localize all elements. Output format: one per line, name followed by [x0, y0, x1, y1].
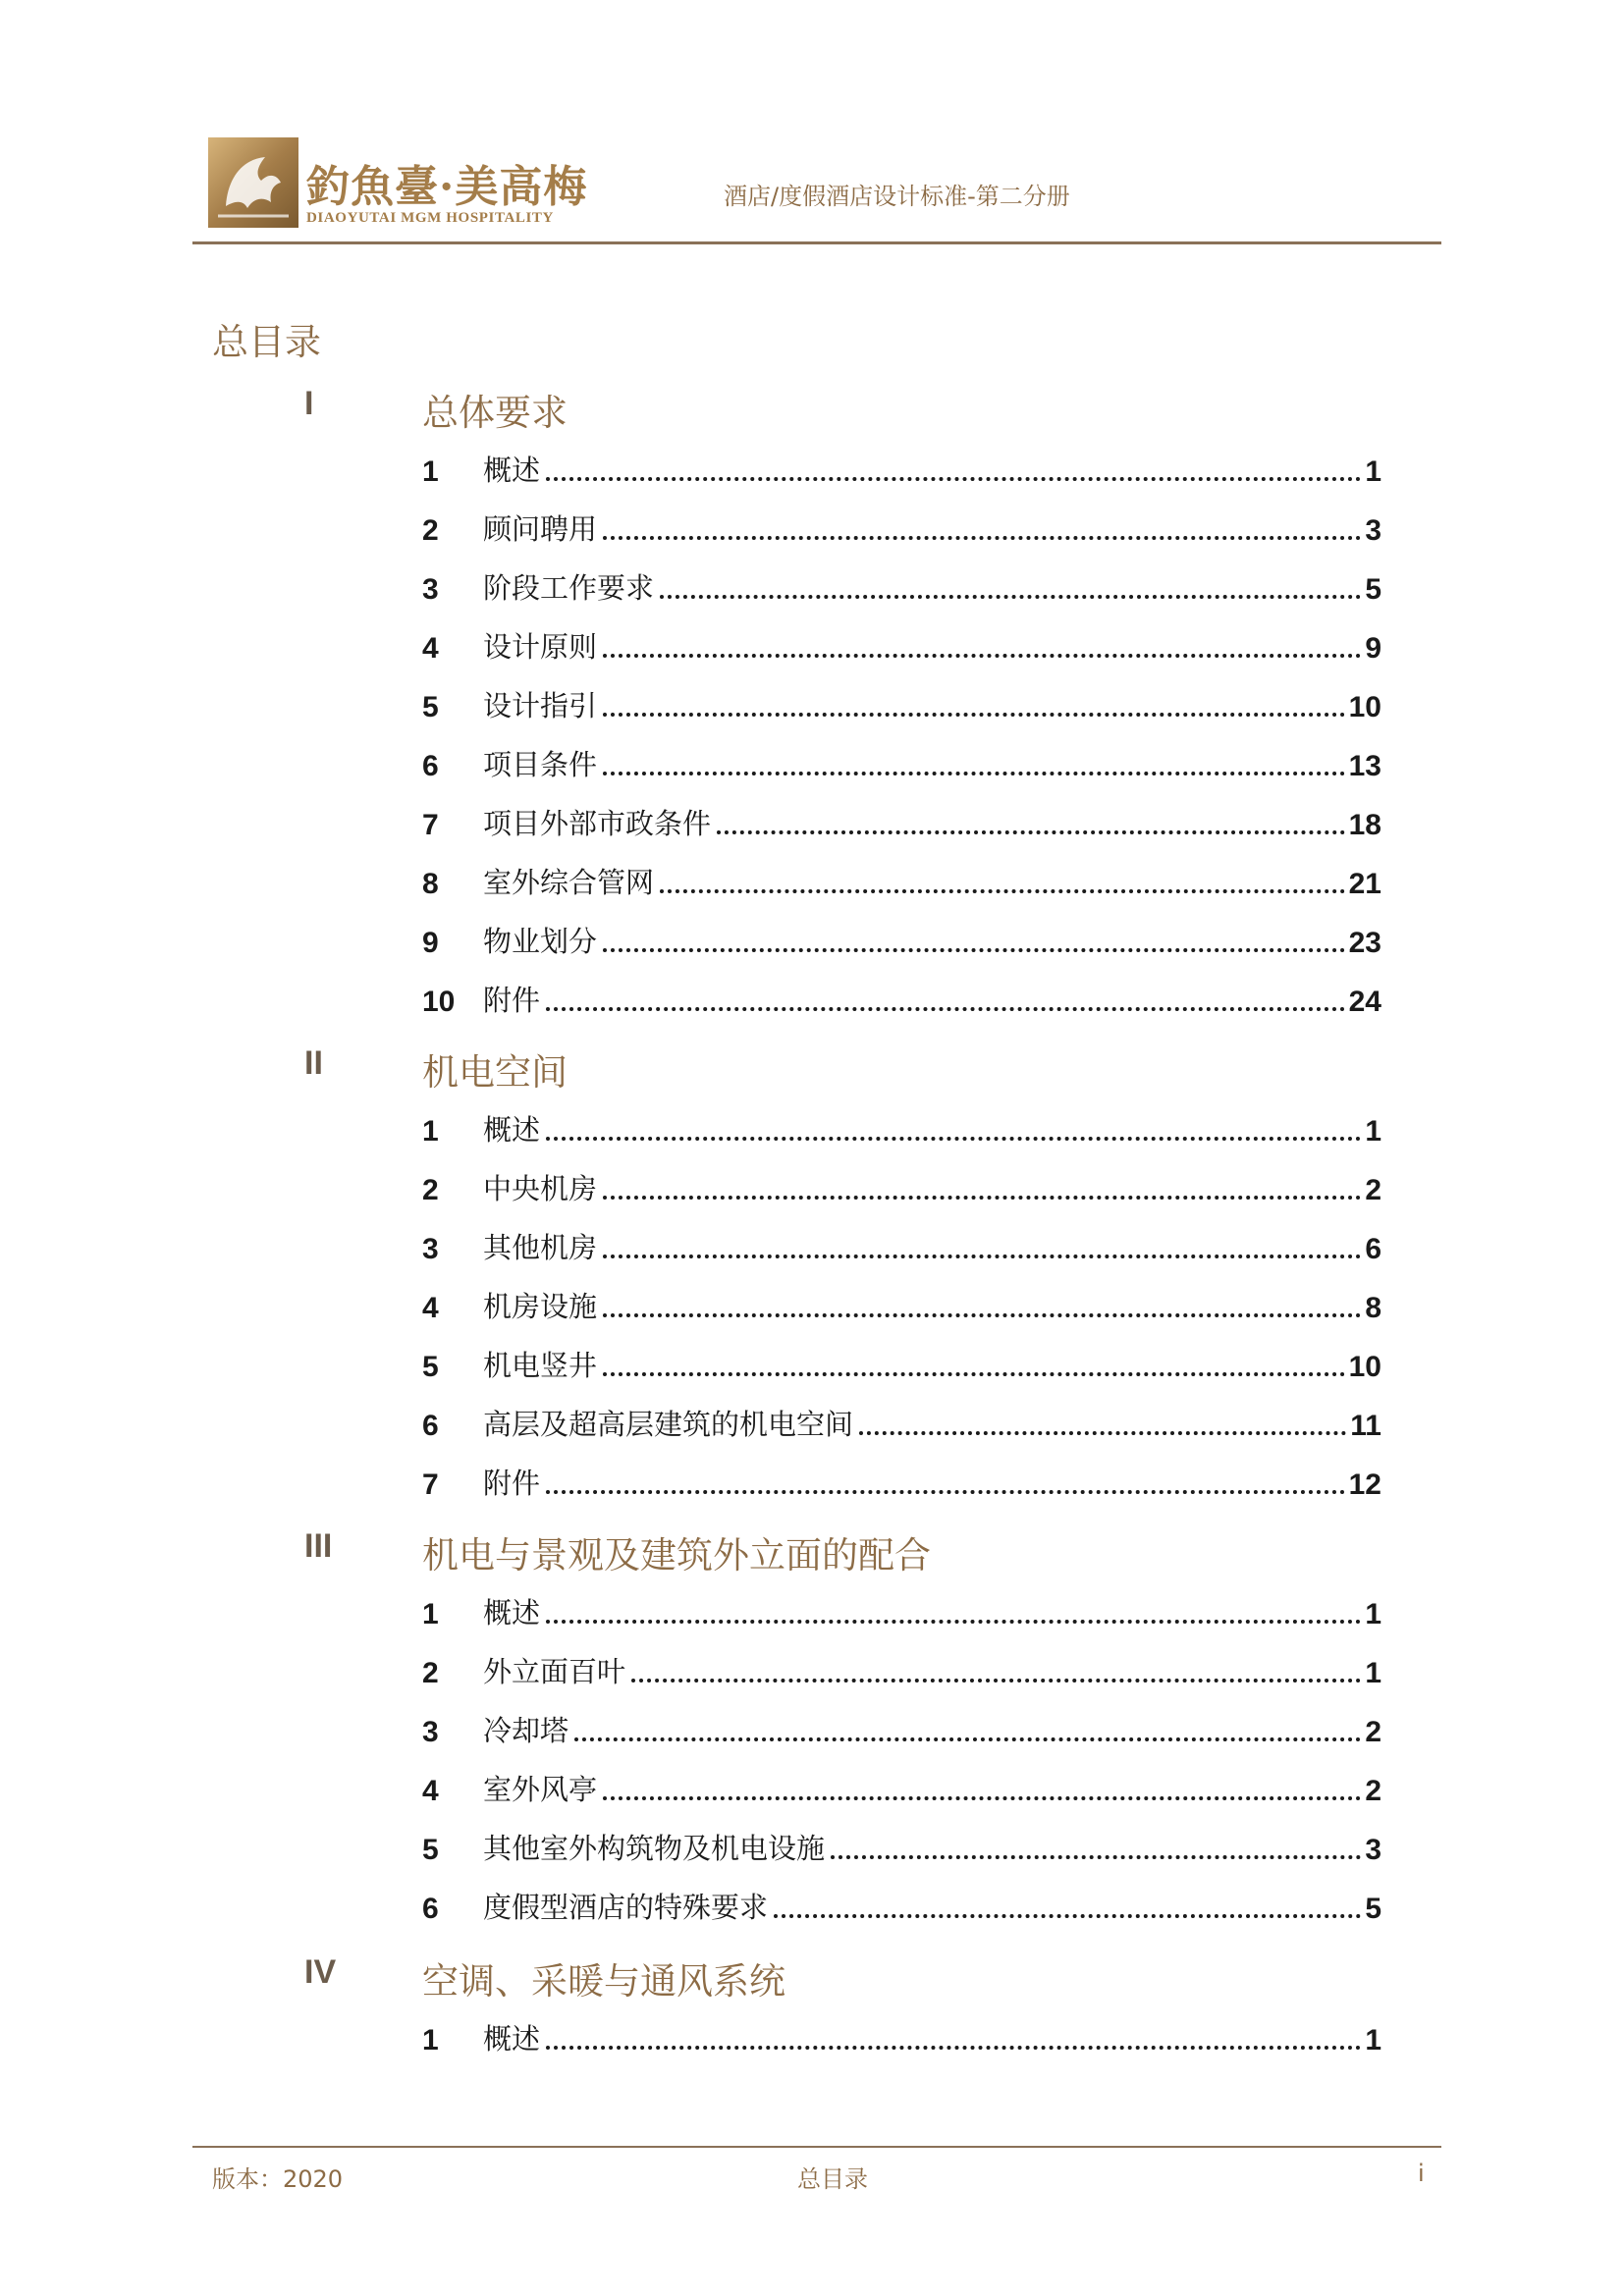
entry-number: 10: [422, 986, 456, 1018]
dot-leader: [603, 772, 1345, 775]
entry-number: 7: [422, 809, 439, 841]
part-number: I: [304, 385, 314, 422]
entry-title: 其他室外构筑物及机电设施: [483, 1832, 826, 1865]
entry-number: 6: [422, 1893, 439, 1925]
entry-title: 概述: [483, 454, 541, 487]
entry-title: 概述: [483, 1596, 541, 1629]
part-number: II: [304, 1044, 323, 1082]
dot-leader: [546, 2046, 1361, 2050]
entry-page: 13: [1348, 750, 1381, 782]
entry-page: 23: [1348, 927, 1381, 959]
entry-number: 2: [422, 514, 439, 547]
entry-number: 1: [422, 2024, 439, 2056]
toc-entry[interactable]: [422, 921, 1381, 960]
entry-title: 设计指引: [483, 689, 598, 722]
dot-leader: [660, 595, 1361, 599]
entry-page: 11: [1350, 1410, 1381, 1442]
header-rule: [192, 241, 1441, 244]
entry-number: 5: [422, 691, 439, 723]
part-title: 空调、采暖与通风系统: [422, 1960, 785, 2002]
entry-title: 度假型酒店的特殊要求: [483, 1891, 769, 1924]
dot-leader: [631, 1679, 1361, 1682]
entry-page: 5: [1365, 1893, 1381, 1925]
entry-number: 1: [422, 455, 439, 488]
part-number: IV: [304, 1953, 337, 1991]
entry-page: 1: [1365, 2024, 1381, 2056]
logo-chinese-name: 釣魚臺·美高梅: [306, 162, 588, 212]
dot-leader: [546, 477, 1361, 481]
footer-section: 总目录: [797, 2165, 868, 2193]
entry-title: 外立面百叶: [483, 1655, 626, 1688]
toc-entry[interactable]: [422, 1404, 1381, 1443]
document-title: 酒店/度假酒店设计标准-第二分册: [724, 183, 1070, 210]
toc-entry[interactable]: [422, 567, 1381, 607]
entry-title: 顾问聘用: [483, 512, 598, 546]
footer-rule: [192, 2146, 1441, 2148]
toc-entry[interactable]: [422, 1168, 1381, 1207]
entry-page: 5: [1365, 573, 1381, 606]
dot-leader: [603, 1255, 1361, 1258]
entry-page: 24: [1348, 986, 1381, 1018]
dot-leader: [603, 948, 1345, 952]
part-title: 机电空间: [422, 1051, 568, 1094]
entry-title: 设计原则: [483, 630, 598, 664]
dot-leader: [774, 1914, 1361, 1918]
entry-page: 3: [1365, 514, 1381, 547]
toc-entry[interactable]: [422, 1345, 1381, 1384]
entry-title: 附件: [483, 984, 541, 1017]
toc-entry[interactable]: [422, 1828, 1381, 1867]
entry-title: 高层及超高层建筑的机电空间: [483, 1408, 854, 1441]
footer-version: 版本：2020: [212, 2165, 344, 2193]
toc-entry[interactable]: [422, 626, 1381, 666]
entry-page: 1: [1365, 1598, 1381, 1630]
toc-entry[interactable]: [422, 980, 1381, 1019]
dot-leader: [603, 1372, 1345, 1376]
entry-title: 其他机房: [483, 1231, 598, 1264]
entry-title: 室外风亭: [483, 1773, 598, 1806]
entry-number: 2: [422, 1174, 439, 1206]
toc-entry[interactable]: [422, 1710, 1381, 1749]
entry-number: 9: [422, 927, 439, 959]
entry-title: 附件: [483, 1467, 541, 1500]
entry-page: 2: [1365, 1174, 1381, 1206]
entry-title: 物业划分: [483, 925, 598, 958]
entry-page: 21: [1348, 868, 1381, 900]
entry-number: 8: [422, 868, 439, 900]
entry-number: 1: [422, 1115, 439, 1148]
entry-number: 5: [422, 1834, 439, 1866]
toc-entry[interactable]: [422, 1592, 1381, 1631]
entry-number: 1: [422, 1598, 439, 1630]
dot-leader: [574, 1737, 1361, 1741]
entry-number: 4: [422, 1292, 439, 1324]
entry-page: 2: [1365, 1775, 1381, 1807]
dot-leader: [546, 1620, 1361, 1624]
entry-title: 概述: [483, 2022, 541, 2056]
toc-entry[interactable]: [422, 685, 1381, 724]
entry-number: 3: [422, 573, 439, 606]
part-number: III: [304, 1527, 333, 1565]
entry-number: 3: [422, 1716, 439, 1748]
entry-page: 10: [1348, 691, 1381, 723]
toc-heading: 总目录: [212, 321, 321, 363]
toc-entry[interactable]: [422, 1463, 1381, 1502]
entry-title: 阶段工作要求: [483, 571, 655, 605]
dot-leader: [546, 1490, 1345, 1494]
toc-entry[interactable]: [422, 1769, 1381, 1808]
dot-leader: [831, 1855, 1361, 1859]
dot-leader: [546, 1137, 1361, 1141]
entry-page: 2: [1365, 1716, 1381, 1748]
dot-leader: [603, 713, 1345, 717]
toc-entry[interactable]: [422, 1109, 1381, 1148]
footer-page-number: i: [1418, 2160, 1425, 2187]
toc-entry[interactable]: [422, 1286, 1381, 1325]
entry-title: 项目条件: [483, 748, 598, 781]
entry-number: 7: [422, 1468, 439, 1501]
entry-number: 3: [422, 1233, 439, 1265]
entry-title: 机房设施: [483, 1290, 598, 1323]
toc-entry[interactable]: [422, 1887, 1381, 1926]
entry-title: 室外综合管网: [483, 866, 655, 899]
part-title: 机电与景观及建筑外立面的配合: [422, 1534, 931, 1576]
logo-english-name: DIAOYUTAI MGM HOSPITALITY: [306, 210, 554, 226]
dot-leader: [603, 1196, 1361, 1200]
toc-entry[interactable]: [422, 1227, 1381, 1266]
dot-leader: [603, 536, 1361, 540]
entry-page: 1: [1365, 1115, 1381, 1148]
toc-entry[interactable]: [422, 1651, 1381, 1690]
entry-page: 18: [1348, 809, 1381, 841]
entry-title: 项目外部市政条件: [483, 807, 712, 840]
entry-number: 2: [422, 1657, 439, 1689]
toc-entry[interactable]: [422, 803, 1381, 842]
toc-entry[interactable]: [422, 862, 1381, 901]
lion-emblem-icon: [208, 137, 298, 228]
entry-number: 4: [422, 1775, 439, 1807]
toc-entry[interactable]: [422, 744, 1381, 783]
dot-leader: [603, 1313, 1361, 1317]
entry-page: 8: [1365, 1292, 1381, 1324]
entry-title: 冷却塔: [483, 1714, 569, 1747]
entry-page: 1: [1365, 1657, 1381, 1689]
entry-number: 5: [422, 1351, 439, 1383]
part-title: 总体要求: [422, 392, 568, 434]
entry-page: 6: [1365, 1233, 1381, 1265]
toc-entry[interactable]: [422, 450, 1381, 489]
toc-entry[interactable]: [422, 508, 1381, 548]
entry-title: 机电竖井: [483, 1349, 598, 1382]
dot-leader: [859, 1431, 1346, 1435]
toc-entry[interactable]: [422, 2018, 1381, 2057]
dot-leader: [546, 1007, 1345, 1011]
entry-title: 中央机房: [483, 1172, 598, 1205]
entry-number: 4: [422, 632, 439, 665]
entry-page: 10: [1348, 1351, 1381, 1383]
entry-page: 3: [1365, 1834, 1381, 1866]
dot-leader: [660, 889, 1345, 893]
entry-number: 6: [422, 1410, 439, 1442]
entry-page: 1: [1365, 455, 1381, 488]
dot-leader: [603, 654, 1361, 658]
dot-leader: [603, 1796, 1361, 1800]
entry-number: 6: [422, 750, 439, 782]
entry-page: 12: [1348, 1468, 1381, 1501]
dot-leader: [717, 830, 1345, 834]
entry-title: 概述: [483, 1113, 541, 1147]
entry-page: 9: [1365, 632, 1381, 665]
